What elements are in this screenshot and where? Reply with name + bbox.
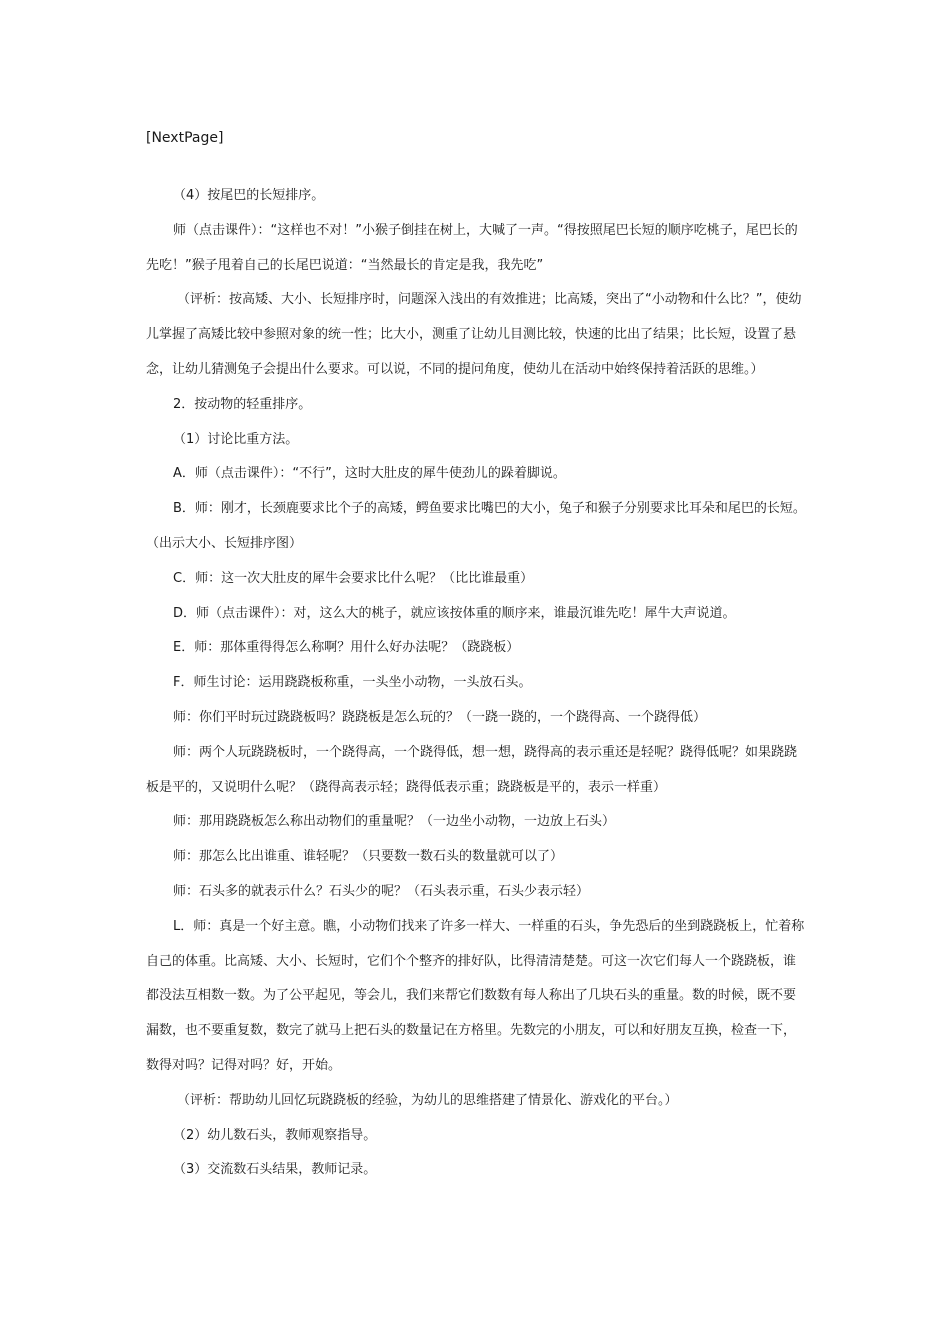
paragraph: （3）交流数石头结果，教师记录。 — [173, 1162, 377, 1178]
paragraph: D．师（点击课件）：对，这么大的桃子，就应该按体重的顺序来，谁最沉谁先吃！犀牛大声说道。 — [173, 605, 736, 621]
paragraph: B．师：刚才，长颈鹿要求比个子的高矮，鳄鱼要求比嘴巴的大小，兔子和猴子分别要求比耳朵和尾巴的长短。（出示大小、长短排序图） — [146, 501, 806, 551]
paragraph: 师：那用跷跷板怎么称出动物们的重量呢？（一边坐小动物，一边放上石头） — [173, 814, 616, 830]
commentary-paragraph: （评析：按高矮、大小、长短排序时，问题深入浅出的有效推进；比高矮，突出了“小动物和什么比？”，使幼儿掌握了高矮比较中参照对象的统一性；比大小，测重了让幼儿目测比较，快速的比出了结果；比长短，设置了悬念，让幼儿猜测兔子会提出什么要求。可以说，不同的提问角度，使幼儿在活动中始终保持着活跃的思维。） — [146, 292, 802, 377]
next-page-marker: [NextPage] — [146, 130, 224, 146]
paragraph: E．师：那体重得得怎么称啊？用什么好办法呢？（跷跷板） — [173, 640, 520, 656]
paragraph: L．师：真是一个好主意。瞧，小动物们找来了许多一样大、一样重的石头，争先恐后的坐到跷跷板上，忙着称自己的体重。比高矮、大小、长短时，它们个个整齐的排好队，比得清清楚楚。可这一次它们每人一个跷跷板，谁都没法互相数一数。为了公平起见，等会儿，我们来帮它们数数有每人称出了几块石头的重量。数的时候，既不要漏数，也不要重复数，数完了就马上把石头的数量记在方格里。先数完的小朋友，可以和好朋友互换，检查一下，数得对吗？记得对吗？好，开始。 — [146, 918, 805, 1073]
paragraph: （4）按尾巴的长短排序。 — [173, 188, 325, 203]
paragraph: （2）幼儿数石头，教师观察指导。 — [173, 1127, 377, 1143]
paragraph: A．师（点击课件）：“不行”，这时大肚皮的犀牛使劲儿的跺着脚说。 — [173, 466, 566, 482]
paragraph: 师：你们平时玩过跷跷板吗？跷跷板是怎么玩的？（一跷一跷的，一个跷得高、一个跷得低） — [173, 709, 707, 725]
commentary-paragraph: （评析：帮助幼儿回忆玩跷跷板的经验，为幼儿的思维搭建了情景化、游戏化的平台。） — [177, 1092, 678, 1108]
paragraph: C．师：这一次大肚皮的犀牛会要求比什么呢？（比比谁最重） — [173, 570, 534, 586]
paragraph: （1）讨论比重方法。 — [173, 431, 299, 447]
document-body — [146, 179, 806, 1188]
paragraph: F．师生讨论：运用跷跷板称重，一头坐小动物，一头放石头。 — [173, 675, 532, 691]
paragraph: 师（点击课件）：“这样也不对！”小猴子倒挂在树上，大喊了一声。“得按照尾巴长短的顺序吃桃子，尾巴长的先吃！”猴子甩着自己的长尾巴说道：“当然最长的肯定是我，我先吃” — [146, 222, 798, 273]
paragraph: 师：两个人玩跷跷板时，一个跷得高，一个跷得低，想一想，跷得高的表示重还是轻呢？跷得低呢？如果跷跷板是平的，又说明什么呢？（跷得高表示轻；跷得低表示重；跷跷板是平的，表示一样重） — [146, 744, 798, 795]
section-heading: 2．按动物的轻重排序。 — [173, 396, 312, 412]
paragraph: 师：石头多的就表示什么？石头少的呢？（石头表示重，石头少表示轻） — [173, 883, 590, 899]
paragraph: 师：那怎么比出谁重、谁轻呢？（只要数一数石头的数量就可以了） — [173, 849, 564, 865]
